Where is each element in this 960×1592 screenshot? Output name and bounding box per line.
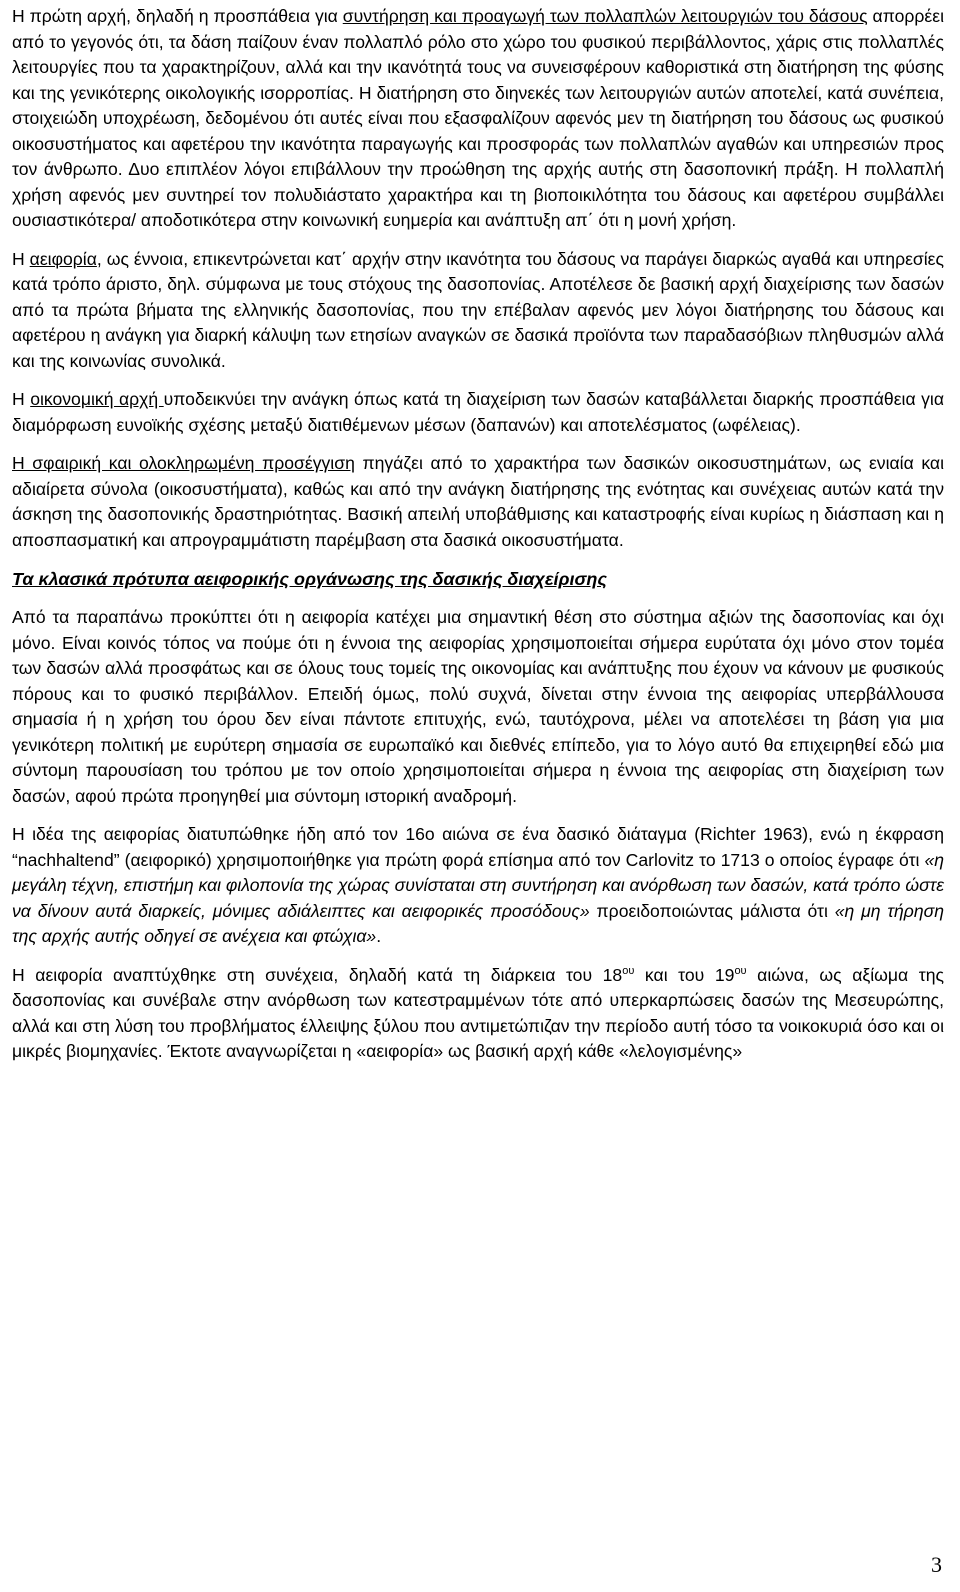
- text-run: , ως έννοια, επικεντρώνεται κατ΄ αρχήν στην ικανότητα του δάσους να παράγει διαρκώς αγαθά και υπηρεσίες κατά τρόπο άριστο, δηλ. σύμφωνα με τους στόχους της δασοπονίας. Αποτέλεσε δε βασική αρχή διαχείρισης των δασών από τα πρώτα βήματα της ελληνικής δασοπονίας, που την επέβαλαν αφενός μεν λόγοι διατήρησης του δάσους και αφετέρου η ανάγκη για διαρκή κάλυψη των ετησίων αναγκών σε δασικά προϊόντα των παραδασόβιων πληθυσμών αλλά και της κοινωνίας συνολικά.: [12, 248, 945, 371]
- text-run: και του 19: [634, 964, 735, 985]
- text-run: .: [376, 926, 382, 946]
- paragraph-sustainability-values: Από τα παραπάνω προκύπτει ότι η αειφορία κατέχει μια σημαντική θέση στο σύστημα αξιών της δασοπονίας και όχι μόνο. Είναι κοινός τόπος να πούμε ότι η έννοια της αειφορίας χρησιμοποιείται σήμερα ευρύτατα όχι μόνο στον τομέα των δασών αλλά προσφάτως και σε όλους τους τομείς της οικονομίας και ανάπτυξης που έχουν να κάνουν με φυσικούς πόρους και το φυσικό περιβάλλον. Επειδή όμως, πολύ συχνά, δίνεται στην έννοια της αειφορίας υπερβάλλουσα σημασία ή η χρήση του όρου δεν είναι πάντοτε επιτυχής, ενώ, ταυτόχρονα, μέλει να αποτελέσει τη βάση για μια γενικότερη πολιτική με ευρύτερη σημασία σε ευρωπαϊκό και διεθνές επίπεδο, για το λόγο αυτό θα επιχειρηθεί εδώ μια σύντομη παρουσίαση του τρόπου με τον οποίο χρησιμοποιείται σήμερα η έννοια της αειφορίας στη διαχείριση των δασών, αφού πρώτα προηγηθεί μια σύντομη ιστορική αναδρομή.: [12, 607, 944, 806]
- paragraph-sustainability: [12, 247, 944, 375]
- paragraph-history: [12, 822, 944, 950]
- text-run: Η: [12, 389, 31, 409]
- paragraph-holistic-approach: [12, 451, 944, 553]
- underlined-term: αειφορία: [29, 248, 97, 269]
- text-run: πηγάζει από το χαρακτήρα των δασικών οικοσυστημάτων, ως ενιαία και αδιαίρετα σύνολα (οικοσυστήματα), καθώς και από την ανάγκη διατήρησης της ενότητας και συνέχειας αυτών κατά την άσκηση της δασοπονικής δραστηριότητας. Βασική απειλή υποβάθμισης και καταστροφής είναι κυρίως η διάσπαση και η αποσπασματική και απρογραμμάτιστη παρέμβαση στα δασικά οικοσυστήματα.: [12, 453, 945, 550]
- text-run: Η αειφορία αναπτύχθηκε στη συνέχεια, δηλαδή κατά τη διάρκεια του 18: [12, 964, 623, 985]
- italic-quote: «η μεγάλη τέχνη, επιστήμη και φιλοπονία της χώρας συνίσταται στη συντήρηση και ανόρθωση των δασών, κατά τρόπο ώστε να δίνουν αυτά διαρκείς, μόνιμες αδιάλειπτες και αειφορικές προσόδους»: [12, 849, 944, 921]
- text-run: αιώνα, ως αξίωμα της δασοπονίας και συνέβαλε στην ανόρθωση των κατεστραμμένων τότε από υπερκαρπώσεις δασών της Μεσευρώπης, αλλά και στη λύση του προβλήματος έλλειψης ξύλου που αντιμετώπιζαν την περίοδο αυτή τόσο τα νοικοκυριά όσο και οι μικρές βιομηχανίες. Έκτοτε αναγνωρίζεται η «αειφορία» ως βασική αρχή κάθε «λελογισμένης»: [12, 964, 944, 1061]
- underlined-term: Η σφαιρική και ολοκληρωμένη προσέγγιση: [12, 453, 355, 473]
- document-body: [12, 4, 944, 1065]
- section-heading: Τα κλασικά πρότυπα αειφορικής οργάνωσης της δασικής διαχείρισης: [12, 569, 607, 589]
- text-run: απορρέει από το γεγονός ότι, τα δάση παίζουν έναν πολλαπλό ρόλο στο χώρο του φυσικού περιβάλλοντος, χάρις στις πολλαπλές λειτουργίες που τα χαρακτηρίζουν, αλλά και την ικανότητά τους να συνεισφέρουν καθοριστικά στη διατήρηση της φύσης και της γενικότερης οικολογικής ισορροπίας. Η διατήρηση στο διηνεκές των λειτουργιών αυτών αποτελεί, κατά συνέπεια, στοιχειώδη υποχρέωση, δεδομένου ότι αυτές είναι που εξασφαλίζουν αφενός μεν τη διατήρηση του δάσους ως φυσικού οικοσυστήματος και αφετέρου την ικανότητα παραγωγής και προσφοράς των πολλαπλών αγαθών και υπηρεσιών προς τον άνθρωπο. Δυο επιπλέον λόγοι επιβάλλουν την προώθηση της αρχής αυτής στη δασοπονική πράξη. Η πολλαπλή χρήση αφενός μεν συντηρεί τον πολυδιάστατο χαρακτήρα και τη βιοποικιλότητα του δάσους και αφετέρου συμβάλλει ουσιαστικότερα/ αποδοτικότερα στην κοινωνική ευημερία και ανάπτυξη απ΄ ότι η μονή χρήση.: [12, 6, 944, 230]
- superscript: ου: [622, 964, 635, 977]
- text-run: υποδεικνύει την ανάγκη όπως κατά τη διαχείριση των δασών καταβάλλεται διαρκής προσπάθεια για διαμόρφωση ευνοϊκής σχέσης μεταξύ διατιθέμενων μέσων (δαπανών) και αποτελέσματος (ωφέλειας).: [12, 389, 945, 435]
- underlined-term: οικονομική αρχή: [30, 389, 164, 409]
- underlined-term: συντήρηση και προαγωγή των πολλαπλών λειτουργιών του δάσους: [342, 6, 868, 26]
- text-run: Η ιδέα της αειφορίας διατυπώθηκε ήδη από τον 16ο αιώνα σε ένα δασικό διάταγμα (Richter 1963), ενώ η έκφραση “nachhaltend” (αειφορικό) χρησιμοποιήθηκε για πρώτη φορά επίσημα από τον Carlovitz το 1713 ο οποίος έγραφε ότι: [12, 824, 944, 870]
- text-run: Η πρώτη αρχή, δηλαδή η προσπάθεια για: [12, 6, 343, 26]
- paragraph-multiple-functions: [12, 4, 944, 234]
- text-run: Η: [12, 248, 30, 269]
- page-number: 3: [931, 1552, 942, 1577]
- text-run: προειδοποιώντας μάλιστα ότι: [589, 900, 835, 921]
- superscript: ου: [734, 964, 747, 977]
- italic-quote: «η μη τήρηση της αρχής αυτής οδηγεί σε ανέχεια και φτώχια»: [12, 900, 944, 946]
- paragraph-development: [12, 963, 944, 1065]
- paragraph-economic-principle: [12, 387, 944, 438]
